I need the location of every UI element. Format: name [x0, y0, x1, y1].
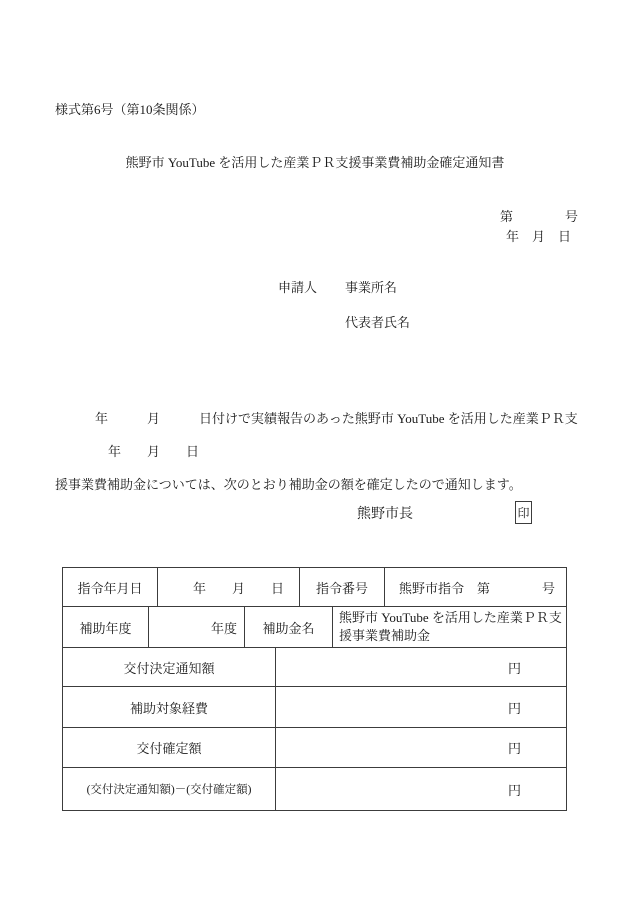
directive-number-value-cell: 熊野市指令 第 号 — [399, 580, 556, 596]
subsidy-name-line2: 援事業費補助金 — [339, 628, 431, 643]
difference-amount-value-cell: 円 — [507, 782, 521, 798]
difference-amount-label-cell: (交付決定通知額)－(交付確定額) — [63, 768, 276, 810]
subsidy-name-line1: 熊野市 YouTube を活用した産業ＰＲ支 — [339, 610, 562, 625]
grant-decision-amount-value-cell: 円 — [507, 660, 521, 676]
official-seal-mark: 印 — [515, 501, 532, 524]
directive-date-value-cell: 年 月 日 — [158, 568, 300, 606]
mayor-signature-label: 熊野市長 — [357, 507, 413, 522]
table-row-difference-amount — [63, 767, 566, 810]
confirmed-amount-value-cell: 円 — [507, 741, 521, 756]
subsidy-detail-table — [62, 567, 567, 811]
representative-name-label: 代表者氏名 — [345, 315, 411, 330]
table-row-grant-decision-amount — [63, 647, 566, 686]
eligible-expenses-label-cell: 補助対象経費 — [63, 687, 276, 727]
table-row-directive — [63, 568, 566, 606]
document-date-line: 年 月 日 — [505, 229, 571, 244]
issue-date-line: 年 月 日 — [108, 444, 200, 459]
directive-date-label-cell: 指令年月日 — [63, 568, 158, 606]
business-name-label: 事業所名 — [345, 280, 398, 295]
confirmed-amount-label-cell: 交付確定額 — [63, 728, 276, 767]
document-number-line: 第 号 — [499, 209, 578, 224]
table-row-eligible-expenses — [63, 686, 566, 727]
applicant-label: 申請人 — [278, 280, 318, 295]
table-row-subsidy-name — [63, 606, 566, 647]
directive-number-label-cell: 指令番号 — [300, 568, 385, 606]
notification-body-line2: 援事業費補助金については、次のとおり補助金の額を確定したので通知します。 — [55, 477, 522, 492]
eligible-expenses-value-cell: 円 — [507, 700, 521, 716]
notification-body-line1: 年 月 日付けで実績報告のあった熊野市 YouTube を活用した産業ＰＲ支 — [95, 411, 578, 426]
subsidy-name-label-cell: 補助金名 — [245, 607, 333, 647]
grant-decision-amount-label-cell: 交付決定通知額 — [63, 648, 276, 686]
subsidy-name-value-cell — [333, 607, 566, 647]
document-title: 熊野市 YouTube を活用した産業ＰＲ支援事業費補助金確定通知書 — [125, 155, 505, 170]
form-number: 様式第6号（第10条関係） — [55, 102, 205, 117]
fiscal-year-label-cell: 補助年度 — [63, 607, 149, 647]
fiscal-year-value-cell: 年度 — [149, 607, 245, 647]
table-row-confirmed-amount — [63, 727, 566, 767]
